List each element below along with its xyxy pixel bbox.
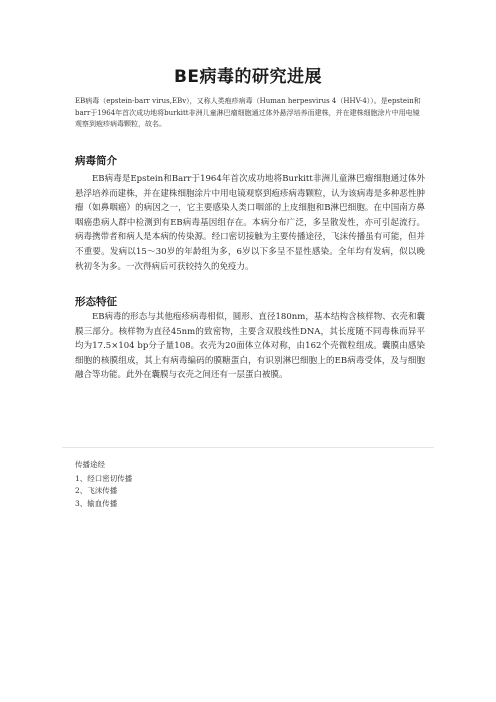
section-divider [62, 447, 434, 448]
list-item: 1、经口密切传播 [75, 473, 133, 483]
transmission-list-title: 传播途经 [75, 460, 105, 469]
section-body-morphology: EB病毒的形态与其他疱疹病毒相似，圆形、直径180nm，基本结构含核样物、衣壳和囊膜三部分。核样物为直径45nm的致密物，主要含双股线性DNA，其长度随不同毒株而异平均为17.5×104 bp分子量108。衣壳为20面体立体对称，由162个壳微粒组成。囊膜由感染细胞的核膜组成，其上有病毒编码的膜糖蛋白，有识别淋巴细胞上的EB病毒受体，及与细胞融合等功能。此外在囊膜与衣壳之间还有一层蛋白被膜。 [75, 312, 425, 381]
transmission-list [75, 459, 375, 510]
section-body-virus-intro: EB病毒是Epstein和Barr于1964年首次成功地将Burkitt非洲儿童淋巴瘤细胞通过体外悬浮培养而建株，并在建株细胞涂片中用电镜观察到疱疹病毒颗粒，认为该病毒是多种恶性肿瘤（如鼻咽癌）的病因之一，它主要感染人类口咽部的上皮细胞和B淋巴细胞。在中国南方鼻咽癌患病人群中检测到有EB病毒基因组存在。本病分布广泛，多呈散发性，亦可引起流行。病毒携带者和病人是本病的传染源。经口密切接触为主要传播途径，飞沫传播虽有可能，但并不重要。发病以15～30岁的年龄组为多，6岁以下多呈不显性感染。全年均有发病，似以晚秋初冬为多。一次得病后可获较持久的免疫力。 [75, 174, 425, 272]
section-heading-morphology: 形态特征 [75, 296, 117, 308]
document-title: BE病毒的研究进展 [173, 67, 323, 87]
list-item: 2、飞沫传播 [75, 486, 118, 495]
intro-paragraph: EB病毒（epstein-barr virus,EBv），又称人类疱疹病毒（Human herpesvirus 4（HHV-4））。是epstein和barr于1964年首次成功地将burkitt非洲儿童淋巴瘤细胞通过体外悬浮培养而建株，并在建株细胞涂片中用电镜观察到疱疹病毒颗粒，故名。 [75, 97, 421, 128]
section-heading-virus-intro: 病毒简介 [75, 155, 117, 167]
list-item: 3、输血传播 [75, 498, 118, 508]
